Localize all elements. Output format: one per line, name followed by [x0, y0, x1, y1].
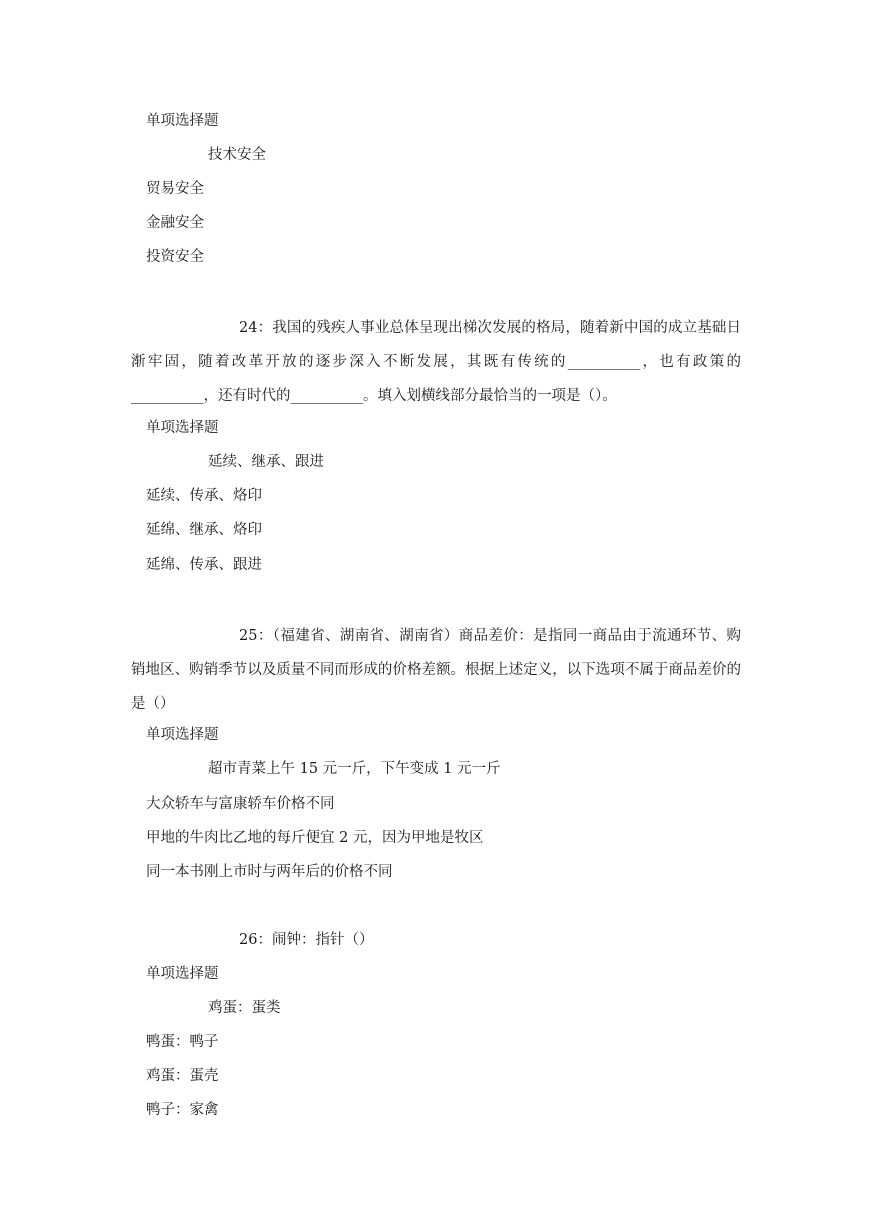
option-b: 大众轿车与富康轿车价格不同 — [146, 796, 335, 812]
question-type-label: 单项选择题 — [146, 966, 219, 982]
question-type-label: 单项选择题 — [146, 727, 219, 743]
option-c: 鸡蛋：蛋壳 — [146, 1068, 219, 1084]
option-b: 延续、传承、烙印 — [146, 488, 262, 504]
option-c: 延绵、继承、烙印 — [146, 522, 262, 538]
option-d: 同一本书刚上市时与两年后的价格不同 — [146, 864, 393, 880]
option-b: 鸭蛋：鸭子 — [146, 1034, 219, 1050]
question-text: 闹钟：指针（） — [271, 932, 374, 948]
option-d: 投资安全 — [146, 249, 204, 265]
option-a: 技术安全 — [208, 147, 266, 163]
question-type-label: 单项选择题 — [146, 420, 219, 436]
option-d: 鸭子：家禽 — [146, 1102, 219, 1118]
question-number: 25： — [239, 628, 273, 644]
option-c: 金融安全 — [146, 215, 204, 231]
question-number: 26： — [239, 932, 272, 948]
option-b: 贸易安全 — [146, 181, 204, 197]
question-stem-26 — [131, 923, 741, 957]
question-type-label: 单项选择题 — [146, 113, 219, 129]
option-a: 延续、继承、跟进 — [208, 454, 324, 470]
option-c: 甲地的牛肉比乙地的每斤便宜 2 元，因为甲地是牧区 — [146, 830, 484, 846]
option-a: 超市青菜上午 15 元一斤，下午变成 1 元一斤 — [208, 761, 501, 777]
question-stem-24 — [131, 311, 741, 413]
option-a: 鸡蛋：蛋类 — [208, 1000, 281, 1016]
option-d: 延绵、传承、跟进 — [146, 557, 262, 573]
question-text: （福建省、湖南省、湖南省）商品差价：是指同一商品由于流通环节、购销地区、购销季节以及质量不同而形成的价格差额。根据上述定义，以下选项不属于商品差价的是（） — [131, 628, 742, 712]
question-text: 我国的残疾人事业总体呈现出梯次发展的格局，随着新中国的成立基础日渐牢固，随着改革开放的逐步深入不断发展，其既有传统的__________，也有政策的__________，还有时代的__________。填入划横线部分最恰当的一项是（）。 — [131, 320, 742, 404]
question-stem-25 — [131, 619, 741, 721]
question-number: 24： — [239, 320, 273, 336]
